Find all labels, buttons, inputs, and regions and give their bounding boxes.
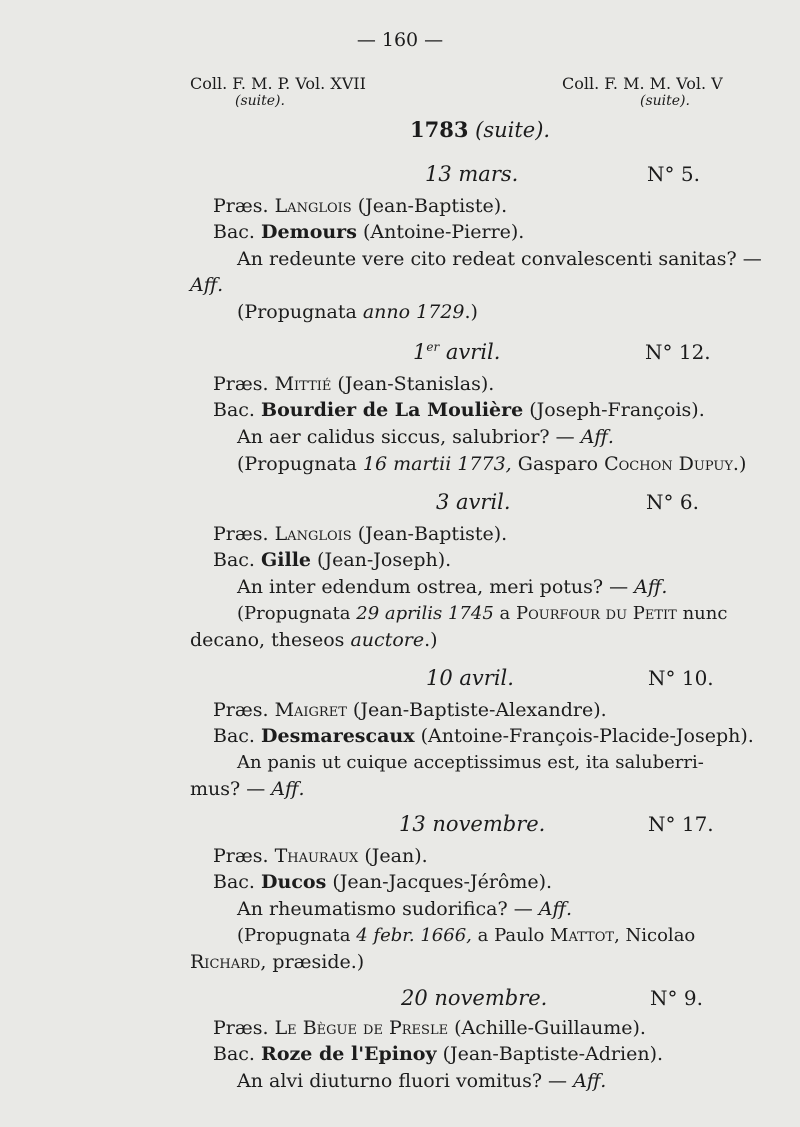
entry-number: N° 17.: [648, 812, 714, 836]
header-right-suite: (suite).: [640, 93, 690, 109]
header-right-line1: Coll. F. M. M. Vol. V: [562, 74, 723, 93]
praeses-name: Thauraux: [274, 845, 359, 867]
header-left-line1: Coll. F. M. P. Vol. XVII: [190, 74, 366, 93]
header-left-suite: (suite).: [235, 93, 285, 109]
page-number: — 160 —: [356, 29, 444, 51]
entry-number: N° 12.: [645, 340, 711, 364]
praeses-name: Mittié: [274, 373, 332, 395]
bachelor-name: Roze de l'Epinoy: [261, 1043, 437, 1065]
praeses-name: Maigret: [274, 699, 347, 721]
bachelor-name: Demours: [261, 221, 357, 243]
entry-number: N° 10.: [648, 666, 714, 690]
year: 1783: [410, 117, 469, 142]
bachelor-name: Ducos: [261, 871, 327, 893]
thesis-question: An inter edendum ostrea, meri potus? — Aff.: [237, 576, 668, 598]
bachelor-line: Bac. Ducos (Jean-Jacques-Jérôme).: [213, 871, 553, 893]
thesis-question: An redeunte vere cito redeat convalescenti sanitas? —: [237, 248, 762, 270]
entry-number: N° 5.: [647, 162, 700, 186]
thesis-note: (Propugnata anno 1729.): [237, 301, 478, 323]
praeses-line: Præs. Thauraux (Jean).: [213, 845, 428, 867]
bachelor-name: Desmarescaux: [261, 725, 415, 747]
thesis-question: An aer calidus siccus, salubrior? — Aff.: [237, 426, 614, 448]
bachelor-line: Bac. Desmarescaux (Antoine-François-Placide-Joseph).: [213, 725, 754, 747]
thesis-note: (Propugnata 4 febr. 1666, a Paulo Mattot, Nicolao: [237, 925, 696, 946]
bachelor-line: Bac. Demours (Antoine-Pierre).: [213, 221, 525, 243]
thesis-note-continued: decano, theseos auctore.): [190, 629, 438, 651]
entry-date: 13 mars.: [425, 162, 519, 186]
thesis-affirm: Aff.: [190, 274, 224, 296]
entry-date: 13 novembre.: [399, 812, 546, 836]
entry-date: 1er avril.: [413, 340, 501, 364]
thesis-note: (Propugnata 29 aprilis 1745 a Pourfour du Petit nunc: [237, 603, 728, 624]
thesis-question: An rheumatismo sudorifica? — Aff.: [237, 898, 572, 920]
entry-date: 3 avril.: [436, 490, 511, 514]
year-suffix: (suite).: [475, 118, 551, 142]
bachelor-line: Bac. Gille (Jean-Joseph).: [213, 549, 452, 571]
page-number-row: [0, 28, 800, 52]
entry-number: N° 6.: [646, 490, 699, 514]
praeses-name: Le Bègue de Presle: [274, 1017, 449, 1039]
thesis-question: An alvi diuturno fluori vomitus? — Aff.: [237, 1070, 607, 1092]
entry-date: 20 novembre.: [401, 986, 548, 1010]
year-heading: [410, 118, 550, 142]
praeses-line: Præs. Le Bègue de Presle (Achille-Guillaume).: [213, 1017, 646, 1039]
entry-date: 10 avril.: [426, 666, 514, 690]
praeses-name: Langlois: [274, 523, 352, 545]
thesis-question-continued: mus? — Aff.: [190, 778, 305, 800]
bachelor-name: Bourdier de La Moulière: [261, 399, 524, 421]
thesis-note: (Propugnata 16 martii 1773, Gasparo Cochon Dupuy.): [237, 453, 747, 475]
entry-number: N° 9.: [650, 986, 703, 1010]
thesis-note-continued: Richard, præside.): [190, 951, 365, 973]
bachelor-line: Bac. Bourdier de La Moulière (Joseph-François).: [213, 399, 705, 421]
bachelor-name: Gille: [261, 549, 311, 571]
praeses-line: Præs. Maigret (Jean-Baptiste-Alexandre).: [213, 699, 607, 721]
thesis-question: An panis ut cuique acceptissimus est, ita saluberri-: [237, 752, 704, 773]
praeses-name: Langlois: [274, 195, 352, 217]
bachelor-line: Bac. Roze de l'Epinoy (Jean-Baptiste-Adrien).: [213, 1043, 664, 1065]
praeses-line: Præs. Langlois (Jean-Baptiste).: [213, 195, 508, 217]
praeses-line: Præs. Mittié (Jean-Stanislas).: [213, 373, 495, 395]
praeses-line: Præs. Langlois (Jean-Baptiste).: [213, 523, 508, 545]
